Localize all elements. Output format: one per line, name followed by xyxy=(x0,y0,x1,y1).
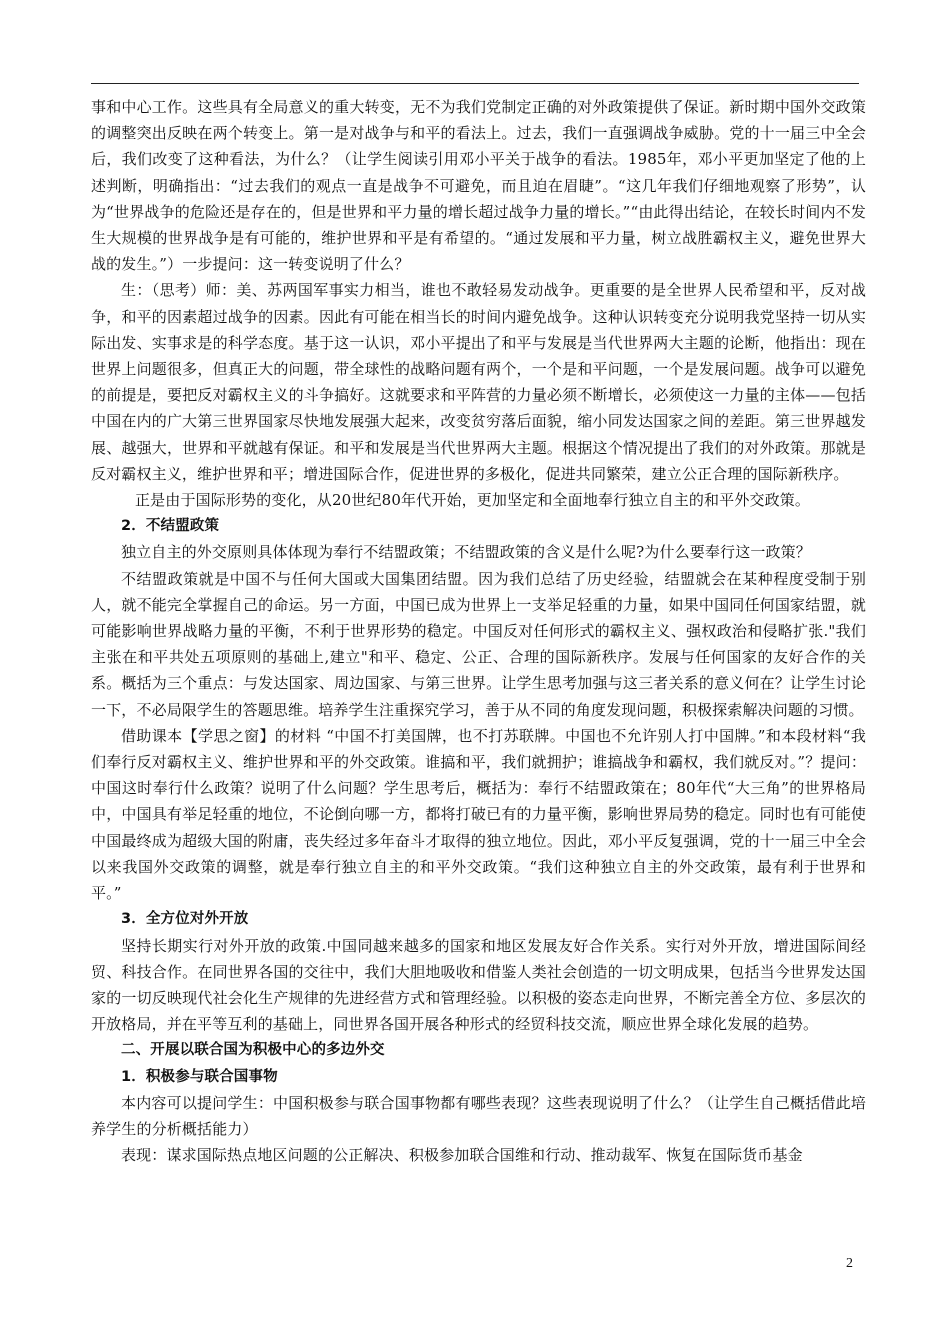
paragraph-nonalignment: 不结盟政策就是中国不与任何大国或大国集团结盟。因为我们总结了历史经验，结盟就会在某种程度受制于别人，就不能完全掌握自己的命运。另一方面，中国已成为世界上一支举足轻重的力量，如果中国同任何国家结盟，就可能影响世界战略力量的平衡，不利于世界形势的稳定。中国反对任何形式的霸权主义、强权政治和侵略扩张."我们主张在和平共处五项原则的基础上,建立"和平、稳定、公正、合理的国际新秩序。发展与任何国家的友好合作的关系。概括为三个重点：与发达国家、周边国家、与第三世界。让学生思考加强与这三者关系的意义何在？让学生讨论一下，不必局限学生的答题思维。培养学生注重探究学习，善于从不同的角度发现问题，积极探索解决问题的习惯。 xyxy=(91,569,866,719)
body-text xyxy=(91,94,866,1168)
header-rule xyxy=(91,83,859,84)
section-heading-multilateral: 二、开展以联合国为积极中心的多边外交 xyxy=(121,1042,385,1059)
paragraph-continuation: 事和中心工作。这些具有全局意义的重大转变，无不为我们党制定正确的对外政策提供了保证。新时期中国外交政策的调整突出反映在两个转变上。第一是对战争与和平的看法上。过去，我们一直强调战争威胁。党的十一届三中全会后，我们改变了这种看法，为什么？（让学生阅读引用邓小平关于战争的看法。1985年，邓小平更加坚定了他的上述判断，明确指出：“过去我们的观点一直是战争不可避免，而且迫在眉睫”。“这几年我们仔细地观察了形势”，认为“世界战争的危险还是存在的，但是世界和平力量的增长超过战争力量的增长。”“由此得出结论，在较长时间内不发生大规模的世界战争是有可能的，维护世界和平是有希望的。“通过发展和平力量，树立战胜霸权主义，避免世界大战的发生。”）一步提问：这一转变说明了什么？ xyxy=(91,98,866,274)
section-heading-nonalignment: 2．不结盟政策 xyxy=(121,518,220,535)
page-number: 2 xyxy=(846,1256,853,1271)
paragraph-opening: 坚持长期实行对外开放的政策.中国同越来越多的国家和地区发展友好合作关系。实行对外开放，增进国际间经贸、科技合作。在同世界各国的交往中，我们大胆地吸收和借鉴人类社会创造的一切文明成果，包括当今世界发达国家的一切反映现代社会化生产规律的先进经营方式和管理经验。以积极的姿态走向世界，不断完善全方位、多层次的开放格局，并在平等互利的基础上，同世界各国开展各种形式的经贸科技交流，顺应世界全球化发展的趋势。 xyxy=(91,936,866,1034)
paragraph-un-performance: 表现：谋求国际热点地区问题的公正解决、积极参加联合国维和行动、推动裁军、恢复在国际货币基金 xyxy=(121,1146,803,1165)
paragraph-dialogue: 生：（思考）师：美、苏两国军事实力相当，谁也不敢轻易发动战争。更重要的是全世界人民希望和平，反对战争，和平的因素超过战争的因素。因此有可能在相当长的时间内避免战争。这种认识转变充分说明我党坚持一切从实际出发、实事求是的科学态度。基于这一认识，邓小平提出了和平与发展是当代世界两大主题的论断，他指出：现在世界上问题很多，但真正大的问题，带全球性的战略问题有两个，一个是和平问题，一个是发展问题。战争可以避免的前提是，要把反对霸权主义的斗争搞好。这就要求和平阵营的力量必须不断增长，必须使这一力量的主体——包括中国在内的广大第三世界国家尽快地发展强大起来，改变贫穷落后面貌，缩小同发达国家之间的差距。第三世界越发展、越强大，世界和平就越有保证。和平和发展是当代世界两大主题。根据这个情况提出了我们的对外政策。那就是反对霸权主义，维护世界和平；增进国际合作，促进世界的多极化，促进共同繁荣，建立公正合理的国际新秩序。 xyxy=(91,281,866,483)
section-heading-opening: 3．全方位对外开放 xyxy=(121,911,249,928)
paragraph-conclusion: 正是由于国际形势的变化，从20世纪80年代开始，更加坚定和全面地奉行独立自主的和平外交政策。 xyxy=(135,491,811,510)
section-heading-un: 1．积极参与联合国事物 xyxy=(121,1068,278,1085)
paragraph-question: 独立自主的外交原则具体体现为奉行不结盟政策；不结盟政策的含义是什么呢?为什么要奉行这一政策？ xyxy=(121,543,811,562)
paragraph-textbook-material: 借助课本【学思之窗】的材料 “中国不打美国牌，也不打苏联牌。中国也不允许别人打中国牌。”和本段材料“我们奉行反对霸权主义、维护世界和平的外交政策。谁搞和平，我们就拥护；谁搞战争和霸权，我们就反对。”？提问：中国这时奉行什么政策？说明了什么问题？学生思考后，概括为：奉行不结盟政策在；80年代“大三角”的世界格局中，中国具有举足轻重的地位，不论倒向哪一方，都将打破已有的力量平衡，影响世界局势的稳定。同时也有可能使中国最终成为超级大国的附庸，丧失经过多年奋斗才取得的独立地位。因此，邓小平反复强调，党的十一届三中全会以来我国外交政策的调整，就是奉行独立自主的和平外交政策。“我们这种独立自主的外交政策，最有利于世界和平。” xyxy=(91,726,866,903)
paragraph-un-question: 本内容可以提问学生：中国积极参与联合国事物都有哪些表现？这些表现说明了什么？（让学生自己概括借此培养学生的分析概括能力） xyxy=(91,1093,866,1138)
